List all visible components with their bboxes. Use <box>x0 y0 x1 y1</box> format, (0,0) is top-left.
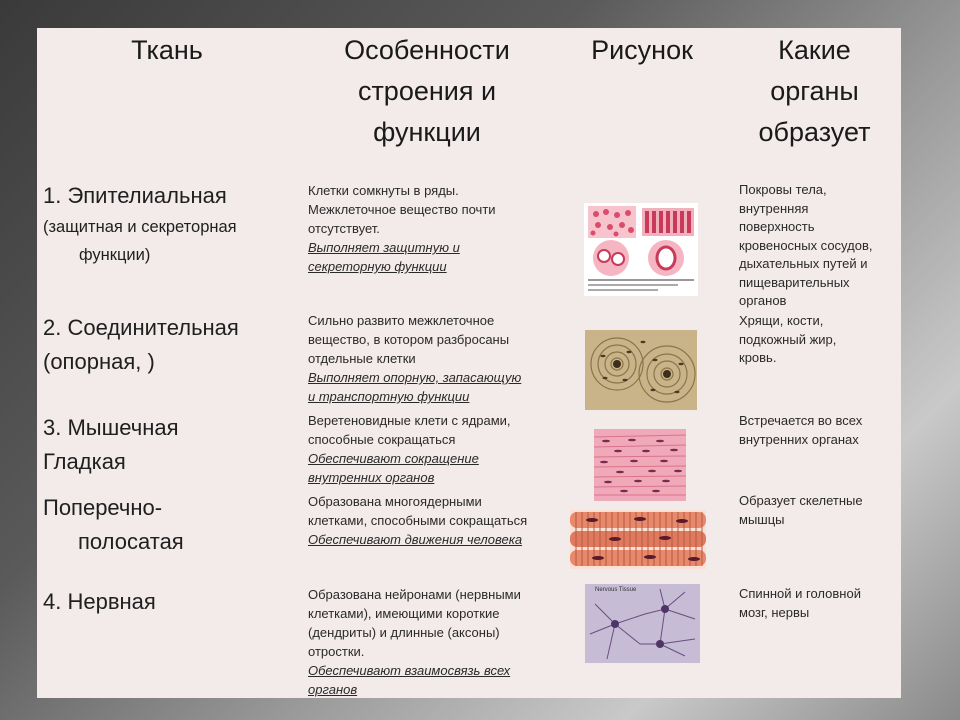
connective-tissue-image <box>585 330 697 410</box>
tissue-name-connective: 2. Соединительная (опорная, ) <box>43 315 239 374</box>
striated-muscle-image <box>570 510 706 569</box>
epithelial-tissue-image <box>584 203 698 296</box>
description-striated-muscle: Образована многоядерными клетками, способными сокращаться Обеспечивают движения человека <box>308 494 528 547</box>
nervous-tissue-image <box>585 584 700 663</box>
tissue-name-nervous: 4. Нервная <box>43 589 156 614</box>
slide <box>37 28 901 698</box>
description-smooth-muscle: Веретеновидные клети с ядрами, способные сокращаться Обеспечивают сокращение внутренних органов <box>308 413 511 485</box>
description-connective: Сильно развито межклеточное вещество, в котором разбросаны отдельные клетки Выполняет опорную, запасающую и транспортную функции <box>308 313 522 404</box>
tissue-name-epithelial: 1. Эпителиальная (защитная и секреторная функции) <box>43 183 237 264</box>
header-tissue: Ткань <box>131 35 203 65</box>
tissue-name-smooth-muscle: 3. Мышечная Гладкая <box>43 415 179 474</box>
tissue-name-striated-muscle: Поперечно- полосатая <box>43 495 184 554</box>
header-picture: Рисунок <box>591 35 693 65</box>
description-nervous: Образована нейронами (нервными клетками), имеющими короткие (дендриты) и длинные (аксоны) отростки. Обеспечивают взаимосвязь всех органов <box>308 587 521 697</box>
organs-connective: Хрящи, кости, подкожный жир, кровь. <box>739 313 837 365</box>
organs-nervous: Спинной и головной мозг, нервы <box>739 586 861 620</box>
header-organs: Какие органы образует <box>758 35 871 147</box>
organs-striated-muscle: Образует скелетные мышцы <box>739 493 863 527</box>
nervous-tissue-caption: Nervous Tissue <box>595 587 637 593</box>
organs-smooth-muscle: Встречается во всех внутренних органах <box>739 413 863 447</box>
header-features: Особенности строения и функции <box>344 35 510 147</box>
smooth-muscle-image <box>594 429 686 501</box>
description-epithelial: Клетки сомкнуты в ряды. Межклеточное вещество почти отсутствует. Выполняет защитную и секреторную функции <box>308 183 496 274</box>
organs-epithelial: Покровы тела, внутренняя поверхность кровеносных сосудов, дыхательных путей и пищеварительных органов <box>739 182 873 308</box>
